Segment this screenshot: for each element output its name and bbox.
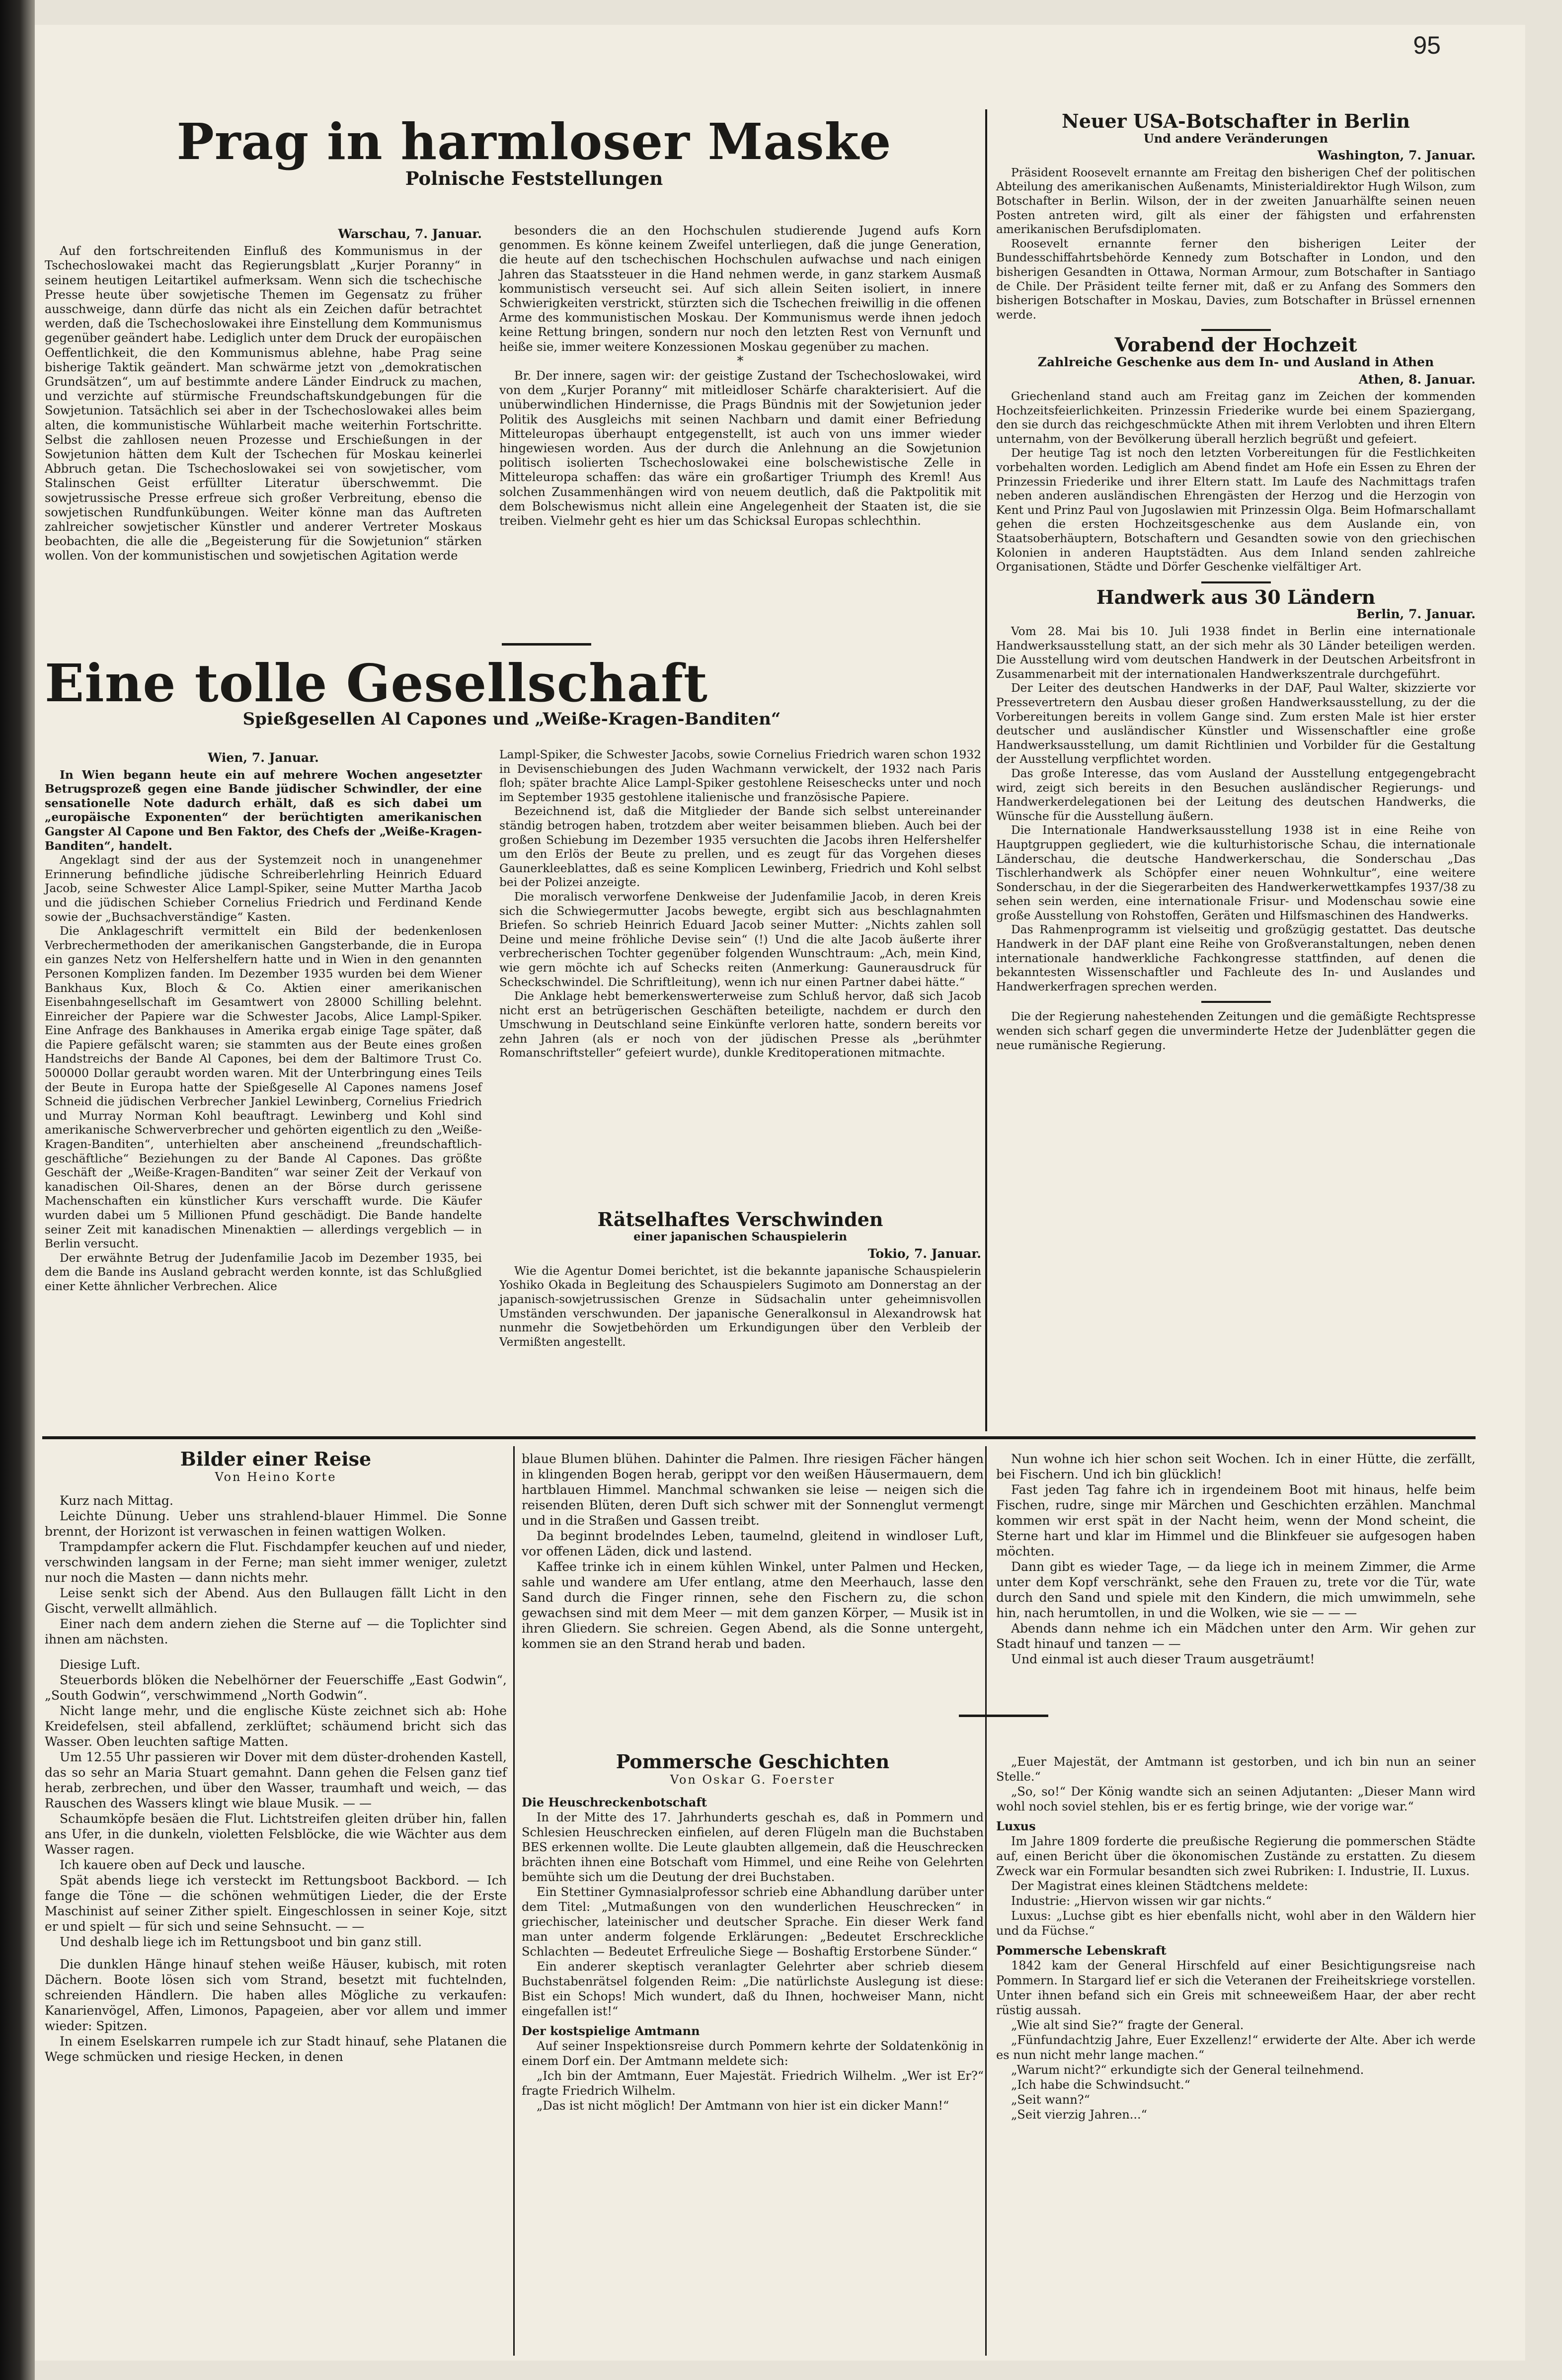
paragraph: Der Magistrat eines kleinen Städtchens meldete:: [1011, 1879, 1308, 1893]
short-rule: [1201, 329, 1271, 331]
article-usa: [996, 110, 1476, 1053]
paragraph: Bezeichnend ist, daß die Mitglieder der Bande sich selbst untereinander ständig betrogen haben, trotzdem aber weiter beisammen blieben. Auch bei der großen Schiebung im Dezember 1935 versuchten die Jacobs ihren Helfershelfer um den Erlös der Beute zu prellen, und es zeugt für das Vorgehen dieses Gaunerkleeblattes, daß es seine Komplicen Lewinberg, Friedrich und Kohl selbst bei der Polizei anzeigte.: [499, 805, 981, 890]
paragraph: Fast jeden Tag fahre ich in irgendeinem Boot mit hinaus, helfe beim Fischen, rudre, singe mir Märchen und Geschichten erzählen. Manchmal kommen wir erst spät in der Nacht heim, wenn der Mond scheint, die Sterne hart und klar im Himmel und die Blinkfeuer sie aufgesogen haben möchten.: [996, 1482, 1476, 1559]
paragraph: besonders die an den Hochschulen studierende Jugend aufs Korn genommen. Es könne keinem Zweifel unterliegen, daß die junge Generation, die heute auf den tschechischen Hochschulen aufwachse und nach einigen Jahren das Staatssteuer in die Hand nehmen werde, in ganz starkem Ausmaß kommunistisch verseucht sei. Auf sich allein Seiten isoliert, in innere Schwierigkeiten verstrickt, stürzten sich die Tschechen freiwillig in die offenen Arme des kommunistischen Moskau. Der Kommunismus werde ihnen jedoch keine Rettung bringen, sondern nur noch den letzten Rest von Vernunft und heiße sie, immer weitere Konzessionen Moskau gegenüber zu machen.: [499, 224, 981, 354]
dateline-handwerk: Berlin, 7. Januar.: [1356, 607, 1476, 622]
section-heading: Die Heuschreckenbotschaft: [522, 1795, 707, 1809]
paragraph: Die Anklage hebt bemerkenswerterweise zum Schluß hervor, daß sich Jacob nicht erst an betrügerischen Geschäften beteiligte, nachdem er durch den Umschwung in Deutschland seine Einkünfte verloren hatte, sondern bereits vor zehn Jahren (als er noch von der jüdischen Presse als „berühmter Romanschriftsteller“ gefeiert wurde), dunkle Kreditoperationen mitmachte.: [499, 989, 981, 1060]
subheadline-raetsel: einer japanischen Schauspielerin: [633, 1230, 847, 1243]
dateline-gesellschaft: Wien, 7. Januar.: [208, 750, 319, 765]
column-rule: [985, 109, 987, 1431]
paragraph: Das Rahmenprogramm ist vielseitig und großzügig gestattet. Das deutsche Handwerk in der DAF plant eine Reihe von Großveranstaltungen, neben denen internationale handwerkliche Fachkongresse stattfinden, auf denen die bekanntesten Wissenschaftler und Fachleute des In- und Auslandes und Handwerkerfragen sprechen werden.: [996, 923, 1476, 993]
paragraph: „Fünfundachtzig Jahre, Euer Exzellenz!“ erwiderte der Alte. Aber ich werde es nun nicht mehr lange machen.“: [996, 2033, 1476, 2062]
paragraph: Trampdampfer ackern die Flut. Fischdampfer keuchen auf und nieder, verschwinden langsam in der Ferne; man sieht immer weniger, zuletzt nur noch die Masten — dann nichts mehr.: [45, 1540, 507, 1585]
paragraph: Nun wohne ich hier schon seit Wochen. Ich in einer Hütte, die zerfällt, bei Fischern. Und ich bin glücklich!: [996, 1452, 1476, 1481]
paragraph: Kurz nach Mittag.: [60, 1493, 173, 1508]
article-prag: [169, 114, 899, 193]
headline-raetsel: Rätselhaftes Verschwinden: [597, 1208, 883, 1231]
prag-column-1: [45, 224, 482, 564]
section-star: *: [737, 353, 744, 369]
paragraph: Schaumköpfe besäen die Flut. Lichtstreifen gleiten drüber hin, fallen ans Ufer, in die dunkeln, violetten Felsblöcke, die wie Wächter aus dem Wasser ragen.: [45, 1811, 507, 1857]
paragraph: „Euer Majestät, der Amtmann ist gestorben, und ich bin nun an seiner Stelle.“: [996, 1755, 1476, 1784]
book-binding: [0, 0, 35, 2380]
paragraph: Vom 28. Mai bis 10. Juli 1938 findet in Berlin eine internationale Handwerksausstellung statt, an der sich mehr als 30 Länder beteiligen werden. Die Ausstellung wird vom deutschen Handwerk in der Deutschen Arbeitsfront in Zusammenarbeit mit der internationalen Handwerkszentrale durchgeführt.: [996, 625, 1476, 681]
subheadline-prag: Polnische Feststellungen: [405, 167, 663, 189]
pommern-column-2: [996, 1754, 1476, 2122]
gesellschaft-column-2: [499, 748, 981, 1061]
paragraph: Lampl-Spiker, die Schwester Jacobs, sowie Cornelius Friedrich waren schon 1932 in Devisenschiebungen des Juden Wachmann verwickelt, der 1932 nach Paris floh; später brachte Alice Lampl-Spiker gestohlene Reiseschecks unter und noch im September 1935 gestohlene italienische und französische Papiere.: [499, 748, 981, 804]
paragraph: Die der Regierung nahestehenden Zeitungen und die gemäßigte Rechtspresse wenden sich scharf gegen die unverminderte Hetze der Judenblätter gegen die neue rumänische Regierung.: [996, 1010, 1476, 1052]
paragraph: Das große Interesse, das vom Ausland der Ausstellung entgegengebracht wird, zeigt sich bereits in den Besuchen ausländischer Regierungs- und Handwerkerdelegationen bei der Leitung des deutschen Handwerks, die Wünsche für die Ausstellung äußern.: [996, 766, 1476, 823]
column-rule: [985, 1446, 987, 2356]
newspaper-page: [35, 25, 1525, 2361]
paragraph: Kaffee trinke ich in einem kühlen Winkel, unter Palmen und Hecken, sahle und wandere am Ufer entlang, atme den Meerhauch, lasse den Sand durch die Finger rinnen, sehe den Fischern zu, die schon gewachsen sind mit dem Meer — mit dem ganzen Körper, — Musik ist in ihren Gliedern. Sie schreien. Gegen Abend, als die Sonne untergeht, kommen sie an den Strand herab und baden.: [522, 1559, 984, 1651]
headline-usa: Neuer USA-Botschafter in Berlin: [1061, 110, 1410, 132]
paragraph: Dann gibt es wieder Tage, — da liege ich in meinem Zimmer, die Arme unter dem Kopf verschränkt, sehe den Frauen zu, trete vor die Tür, wate durch den Sand und spiele mit den Kindern, die mich umwimmeln, sehe hin, nach herumtollen, in und die Wolken, wie sie — — —: [996, 1559, 1476, 1620]
reise-column-2: [522, 1451, 984, 1651]
page-number: 95: [1413, 31, 1441, 59]
paragraph: Der heutige Tag ist noch den letzten Vorbereitungen für die Festlichkeiten vorbehalten worden. Lediglich am Abend findet am Hofe ein Essen zu Ehren der Prinzessin Friederike und ihrer Eltern statt. Im Laufe des Nachmittags trafen neben anderen ausländischen Ehrengästen der Herzog und die Herzogin von Kent und Prinz Paul von Jugoslawien mit Prinzessin Olga. Beim Hofmarschallamt gehen die ersten Hochzeitsgeschenke aus dem Auslande ein, von Staatsoberhäuptern, Botschaftern und Gesandten sowie von den griechischen Kolonien in anderen Hauptstädten. Aus dem Inland senden zahlreiche Organisationen, Städte und Dörfer Geschenke vielfältiger Art.: [996, 446, 1476, 574]
paragraph: „Seit vierzig Jahren...“: [1011, 2108, 1147, 2122]
short-rule: [1201, 1001, 1271, 1003]
paragraph: Roosevelt ernannte ferner den bisherigen Leiter der Bundesschiffahrtsbehörde Kennedy zum Botschafter in London, und den bisherigen Gesandten in Ottawa, Norman Armour, zum Botschafter in Santiago de Chile. Der Präsident teilte ferner mit, daß er zu Anfang des Sommers den bisherigen Botschafter in Moskau, Davies, zum Botschafter in Brüssel ernennen werde.: [996, 237, 1476, 322]
dateline-raetsel: Tokio, 7. Januar.: [867, 1246, 981, 1261]
paragraph: „Warum nicht?“ erkundigte sich der General teilnehmend.: [1011, 2063, 1364, 2077]
paragraph: Präsident Roosevelt ernannte am Freitag den bisherigen Chef der politischen Abteilung des amerikanischen Außenamts, Ministerialdirektor Hugh Wilson, zum Botschafter in Berlin. Wilson, der in der zweiten Januarhälfte seinen neuen Posten antreten wird, gilt als einer der fähigsten und erfahrensten amerikanischen Berufsdiplomaten.: [996, 165, 1476, 237]
paragraph: „Ich habe die Schwindsucht.“: [1011, 2078, 1190, 2092]
paragraph: Und deshalb liege ich im Rettungsboot und bin ganz still.: [60, 1935, 422, 1949]
section-heading: Luxus: [996, 1819, 1036, 1833]
paragraph: Leise senkt sich der Abend. Aus den Bullaugen fällt Licht in den Gischt, verwellt allmählich.: [45, 1586, 507, 1616]
paragraph: Da beginnt brodelndes Leben, taumelnd, gleitend in windloser Luft, vor offenen Läden, dick und lastend.: [522, 1529, 984, 1559]
paragraph: Spät abends liege ich versteckt im Rettungsboot Backbord. — Ich fange die Töne — die schönen wehmütigen Lieder, die der Erste Maschinist auf seiner Zither spielt. Eingeschlossen in seiner Koje, sitzt er und spielt — für sich und seine Sehnsucht. — —: [45, 1873, 507, 1934]
paragraph: Der erwähnte Betrug der Judenfamilie Jacob im Dezember 1935, bei dem die Bande ins Ausland gebracht werden konnte, ist das Schlußglied einer Kette ähnlicher Verbrechen. Alice: [45, 1251, 482, 1293]
byline-reise: Von Heino Korte: [215, 1470, 337, 1484]
paragraph: Die Internationale Handwerksausstellung 1938 ist in eine Reihe von Hauptgruppen gegliedert, wie die kulturhistorische Schau, die internationale Länderschau, die deutsche Handwerkerschau, die Sonderschau „Das Tischlerhandwerk als Schöpfer einer neuen Wohnkultur“, eine weitere Sonderschau, in der die Siegerarbeiten des Handwerkerwettkampfes 1937/38 zu sehen sein werden, eine internationale Frisur- und Modenschau sowie eine große Ausstellung von Rohstoffen, Geräten und Hilfsmaschinen des Handwerks.: [996, 823, 1476, 922]
section-heading: Pommersche Lebenskraft: [996, 1943, 1167, 1958]
paragraph: „So, so!“ Der König wandte sich an seinen Adjutanten: „Dieser Mann wird wohl noch soviel stehlen, bis er es fertig bringe, wie der vorige war.“: [996, 1785, 1476, 1813]
paragraph: Einer nach dem andern ziehen die Sterne auf — die Toplichter sind ihnen am nächsten.: [45, 1617, 507, 1646]
paragraph: „Wie alt sind Sie?“ fragte der General.: [1011, 2018, 1244, 2032]
paragraph: „Das ist nicht möglich! Der Amtmann von hier ist ein dicker Mann!“: [537, 2099, 949, 2113]
paragraph: Die moralisch verworfene Denkweise der Judenfamilie Jacob, in deren Kreis sich die Schwiegermutter Jacobs bewegte, ergibt sich aus beschlagnahmten Briefen. So schrieb Heinrich Eduard Jacob seiner Mutter: „Nichts zahlen soll Deine und meine fröhliche Devise sein“ (!) Und die alte Jacob äußerte ihrer verbrecherischen Tochter gegenüber folgenden Wunschtraum: „Ach, mein Kind, wie gern möchte ich auf Schecks reiten (Anmerkung: Gaunerausdruck für Scheckschwindel. Die Schriftleitung), wenn ich nur einen Partner dabei hätte.“: [499, 890, 981, 989]
paragraph: Angeklagt sind der aus der Systemzeit noch in unangenehmer Erinnerung befindliche jüdische Schreiberlehrling Heinrich Eduard Jacob, seine Schwester Alice Lampl-Spiker, seine Mutter Martha Jacob und die jüdischen Schieber Cornelius Friedrich und Ferdinand Kende sowie der „Buchsachverständige“ Kasten.: [45, 853, 482, 924]
subheadline-hochzeit: Zahlreiche Geschenke aus dem In- und Ausland in Athen: [1037, 354, 1434, 369]
paragraph: Ein anderer skeptisch veranlagter Gelehrter aber schrieb diesem Buchstabenrätsel folgenden Reim: „Die natürlichste Auslegung ist diese: Bist ein Schops! Mich wundert, daß du Ihnen, hochweiser Mann, nicht eingefallen ist!“: [522, 1960, 984, 2018]
paragraph: Luxus: „Luchse gibt es hier ebenfalls nicht, wohl aber in den Wäldern hier und da Füchse.“: [996, 1909, 1476, 1938]
paragraph: Steuerbords blöken die Nebelhörner der Feuerschiffe „East Godwin“, „South Godwin“, verschwimmend „North Godwin“.: [45, 1673, 507, 1703]
paragraph: Griechenland stand auch am Freitag ganz im Zeichen der kommenden Hochzeitsfeierlichkeiten. Prinzessin Friederike wurde bei einem Spaziergang, den sie durch das reichgeschmückte Athen mit ihrem Verlobten und ihren Eltern unternahm, von der Bevölkerung überall herzlich begrüßt und gefeiert.: [996, 390, 1476, 446]
dateline-hochzeit: Athen, 8. Januar.: [1358, 372, 1476, 387]
paragraph: Br. Der innere, sagen wir: der geistige Zustand der Tschechoslowakei, wird von dem „Kurjer Poranny“ mit mitleidloser Schärfe charakterisiert. Auf die unüberwindlichen Hindernisse, die Prags Bündnis mit der Sowjetunion jeder Politik des Ausgleichs mit seinen Nachbarn und damit einer Befriedung Mitteleuropas überhaupt entgegenstellt, ist auch von uns immer wieder hingewiesen worden. Aus der durch die Anlehnung an die Sowjetunion politisch isolierten Tschechoslowakei eine bolschewistische Zelle in Mitteleuropa schaffen: das wäre ein großartiger Triumph des Kreml! Aus solchen Zusammenhängen wird von neuem deutlich, daß die Paktpolitik mit dem Bolschewismus nicht allein eine Angelegenheit der Staaten ist, die sie treiben. Vielmehr geht es hier um das Schicksal Europas schlechthin.: [499, 369, 981, 528]
paragraph: Die Anklageschrift vermittelt ein Bild der bedenkenlosen Verbrechermethoden der amerikanischen Gangsterbande, die in Europa ein ganzes Netz von Helfershelfern hatte und in Wien in den genannten Personen Komplizen fanden. Im Dezember 1935 wurden bei dem Wiener Bankhaus Kux, Bloch & Co. Aktien einer amerikanischen Eisenbahngesellschaft im Gesamtwert von 28000 Schilling belehnt. Einreicher der Papiere war die Schwester Jacobs, Alice Lampl-Spiker. Eine Anfrage des Bankhauses in Amerika ergab einige Tage später, daß die Papiere gefälscht waren; sie stammten aus der Beute eines großen Handstreichs der Bande Al Capones, bei dem der Baltimore Trust Co. 500000 Dollar geraubt worden waren. Mit der Unterbringung eines Teils der Beute in Europa hatte der Spießgeselle Al Capones namens Josef Schneid die jüdischen Verbrecher Jankiel Lewinberg, Cornelius Friedrich und Murray Norman Kohl beauftragt. Lewinberg und Kohl sind amerikanische Schwerverbrecher und gehörten eigentlich zu den „Weiße-Kragen-Banditen“, unterhielten aber anscheinend „freundschaftlich-geschäftliche“ Beziehungen zu der Bande Al Capones. Das größte Geschäft der „Weiße-Kragen-Banditen“ war seiner Zeit der Verkauf von kanadischen Oil-Shares, denen an der Börse durch gerissene Machenschaften ein künstlicher Kurs verschafft wurde. Die Käufer wurden dabei um 5 Millionen Pfund geschädigt. Die Bande handelte seiner Zeit mit kanadischen Minenaktien — allerdings vergeblich — in Berlin versucht.: [45, 924, 482, 1251]
dateline-prag: Warschau, 7. Januar.: [338, 227, 482, 241]
article-gesellschaft-head: [45, 653, 979, 732]
paragraph: „Ich bin der Amtmann, Euer Majestät. Friedrich Wilhelm. „Wer ist Er?“ fragte Friedrich Wilhelm.: [522, 2069, 984, 2098]
headline-gesellschaft: Eine tolle Gesellschaft: [45, 653, 708, 714]
paragraph: Auf den fortschreitenden Einfluß des Kommunismus in der Tschechoslowakei macht das Regierungsblatt „Kurjer Poranny“ in seinem heutigen Leitartikel aufmerksam. Wenn sich die tschechische Presse heute über sowjetische Themen im Gegensatz zu früher ausschweige, dann dürfe das nicht als ein Zeichen dafür betrachtet werden, daß die Tschechoslowakei ihre Einstellung dem Kommunismus gegenüber geändert habe. Lediglich unter dem Druck der europäischen Oeffentlichkeit, die den Kommunismus ablehne, habe Prag seine bisherige Taktik geändert. Man schwärme jetzt von „demokratischen Grundsätzen“, um auf bestimmte andere Länder Eindruck zu machen, und verzichte auf stürmische Freundschaftskundgebungen für die Sowjetunion. Tatsächlich sei aber in der Tschechoslowakei alles beim alten, die kommunistische Wühlarbeit mache weiterhin Fortschritte. Selbst die zahllosen neuen Prozesse und Erschießungen in der Sowjetunion hätten dem Kult der Tschechen für Moskau keinerlei Abbruch getan. Die Tschechoslowakei sei von sowjetischer, vom Stalinschen Geist erfüllter Literatur überschwemmt. Die sowjetrussische Presse erfreue sich großer Verbreitung, ebenso die sowjetischen Rundfunkübungen. Weiter könne man das Auftreten zahlreicher sowjetischer Künstler und anderer Vertreter Moskaus beobachten, die alle die „Begeisterung für die Sowjetunion“ stärken wollen. Von der kommunistischen und sowjetischen Agitation werde: [45, 244, 482, 563]
subheadline-usa: Und andere Veränderungen: [1143, 131, 1328, 146]
subheadline-gesellschaft: Spießgesellen Al Capones und „Weiße-Kragen-Banditen“: [242, 709, 781, 729]
column-rule: [513, 1446, 515, 2356]
pommern-column-1: [522, 1750, 984, 2113]
paragraph: In Wien begann heute ein auf mehrere Wochen angesetzter Betrugsprozeß gegen eine Bande jüdischer Schwindler, der eine sensationelle Note dadurch erhält, daß es sich dabei um „europäische Exponenten“ der berüchtigten amerikanischen Gangster Al Capone und Ben Faktor, des Chefs der „Weiße-Kragen-Banditen“, handelt.: [45, 768, 482, 853]
reise-column-3: [996, 1451, 1476, 1667]
paragraph: Leichte Dünung. Ueber uns strahlend-blauer Himmel. Die Sonne brennt, der Horizont ist verwaschen in feinen wattigen Wolken.: [45, 1509, 507, 1539]
short-rule: [502, 643, 591, 646]
paragraph: 1842 kam der General Hirschfeld auf einer Besichtigungsreise nach Pommern. In Stargard lief er sich die Veteranen der Freiheitskriege vorstellen. Unter ihnen befand sich ein Greis mit schneeweißem Haar, der aber recht rüstig aussah.: [996, 1959, 1476, 2017]
headline-reise: Bilder einer Reise: [180, 1448, 372, 1470]
paragraph: Industrie: „Hiervon wissen wir gar nichts.“: [1011, 1894, 1272, 1908]
dateline-usa: Washington, 7. Januar.: [1317, 148, 1476, 163]
short-rule: [959, 1715, 1048, 1717]
paragraph: Um 12.55 Uhr passieren wir Dover mit dem düster-drohenden Kastell, das so sehr an Maria Stuart gemahnt. Dann gehen die Felsen ganz tief herab, zerbrechen, und über den Wasser, traumhaft und weich, — das Rauschen des Wassers klingt wie blaue Musik. — —: [45, 1750, 507, 1810]
headline-prag: Prag in harmloser Maske: [176, 112, 892, 171]
section-heading: Der kostspielige Amtmann: [522, 2024, 700, 2038]
paragraph: In einem Eselskarren rumpele ich zur Stadt hinauf, sehe Platanen die Wege schmücken und riesige Hecken, in denen: [45, 2034, 507, 2064]
paragraph: Der Leiter des deutschen Handwerks in der DAF, Paul Walter, skizzierte vor Pressevertretern den Ausbau dieser großen Handwerksausstellung, zu der die Vorbereitungen bereits in vollem Gange sind. Zum ersten Male ist hier erster deutscher und ausländischer Künstler und Wissenschaftler eine große Handwerksausstellung, um damit Richtlinien und Vorbilder für die Gestaltung der Ausstellung verpflichtet worden.: [996, 681, 1476, 766]
headline-pommern: Pommersche Geschichten: [616, 1750, 890, 1773]
paragraph: Und einmal ist auch dieser Traum ausgeträumt!: [1011, 1652, 1315, 1666]
paragraph: Wie die Agentur Domei berichtet, ist die bekannte japanische Schauspielerin Yoshiko Okada in Begleitung des Schauspielers Sugimoto am Donnerstag an der japanisch-sowjetrussischen Grenze in Südsachalin unter geheimnisvollen Umständen verschwunden. Der japanische Generalkonsul in Alexandrowsk hat nunmehr die Sowjetbehörden um Erkundigungen über den Verbleib der Vermißten angestellt.: [499, 1264, 981, 1349]
reise-column-1: [45, 1448, 507, 2064]
headline-hochzeit: Vorabend der Hochzeit: [1114, 333, 1357, 356]
byline-pommern: Von Oskar G. Foerster: [670, 1773, 836, 1787]
gesellschaft-column-1: [45, 748, 482, 1294]
paragraph: Diesige Luft.: [60, 1657, 141, 1672]
paragraph: In der Mitte des 17. Jahrhunderts geschah es, daß in Pommern und Schlesien Heuschrecken einfielen, auf deren Flügeln man die Buchstaben BES erkennen wollte. Die Leute glaubten allgemein, daß die Heuschrecken brächten ihnen eine Botschaft vom Himmel, und eine Reihe von Gelehrten bemühte sich um die Deutung der drei Buchstaben.: [522, 1810, 984, 1884]
paragraph: blaue Blumen blühen. Dahinter die Palmen. Ihre riesigen Fächer hängen in klingenden Bogen herab, gerippt vor den weißen Häusermauern, dem hartblauen Himmel. Manchmal schwanken sie leise — neigen sich die reisenden Blüten, deren Duft sich schwer mit der Sonnenglut vermengt und in die Straßen und Gassen treibt.: [522, 1452, 984, 1528]
paragraph: „Seit wann?“: [1011, 2093, 1090, 2107]
paragraph: Im Jahre 1809 forderte die preußische Regierung die pommerschen Städte auf, einen Bericht über die ökonomischen Zustände zu erstatten. Zu diesem Zweck war ein Formular besandten sich zwei Rubriken: I. Industrie, II. Luxus.: [996, 1834, 1476, 1878]
headline-handwerk: Handwerk aus 30 Ländern: [1096, 585, 1376, 608]
article-raetsel: [499, 1208, 981, 1349]
prag-column-2: [499, 224, 981, 528]
paragraph: Nicht lange mehr, und die englische Küste zeichnet sich ab: Hohe Kreidefelsen, steil abfallend, zerklüftet; schäumend bricht sich das Wasser. Oben leuchten saftige Matten.: [45, 1704, 507, 1749]
paragraph: Abends dann nehme ich ein Mädchen unter den Arm. Wir gehen zur Stadt hinauf und tanzen — —: [996, 1621, 1476, 1651]
paragraph: Ich kauere oben auf Deck und lausche.: [60, 1858, 306, 1872]
short-rule: [1201, 581, 1271, 583]
section-rule: [42, 1436, 1476, 1439]
paragraph: Ein Stettiner Gymnasialprofessor schrieb eine Abhandlung darüber unter dem Titel: „Mutmaßungen von den wunderlichen Heuschrecken“ in griechischer, lateinischer und deutscher Sprache. Ein dieser Werk fand man unter anderm folgende Erklärungen: „Bedeutet Erschreckliche Schlachten — Bedeutet Erfreuliche Siege — Boshaftig Erstorbene Sünder.“: [522, 1885, 984, 1959]
paragraph: Auf seiner Inspektionsreise durch Pommern kehrte der Soldatenkönig in einem Dorf ein. Der Amtmann meldete sich:: [522, 2039, 984, 2068]
paragraph: Die dunklen Hänge hinauf stehen weiße Häuser, kubisch, mit roten Dächern. Boote lösen sich vom Strand, besetzt mit fuchtelnden, schreienden Händlern. Die haben alles Mögliche zu verkaufen: Kanarienvögel, Affen, Limonos, Papageien, aber vor allem und immer wieder: Spitzen.: [45, 1957, 507, 2033]
